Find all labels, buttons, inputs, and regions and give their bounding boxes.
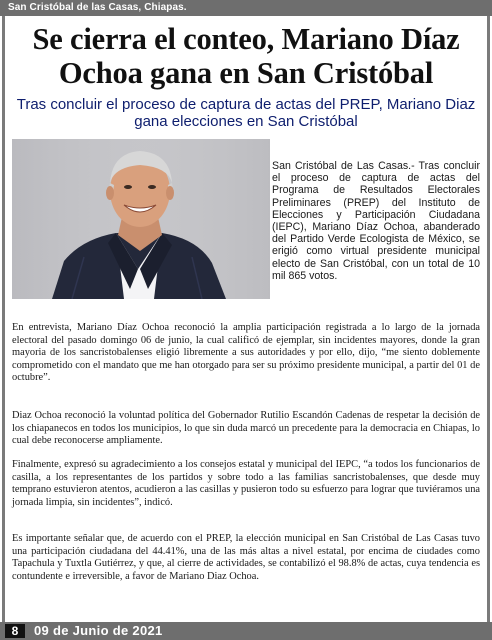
article-paragraph-4: Es importante señalar que, de acuerdo con el PREP, la elección municipal en San Cristóbal de Las Casas tuvo una participación ciudadana del 44.41%, una de las más altas a nivel estatal, por encima de ciudades como Tapachula y Tuxtla Gutiérrez, y que, al cierre de actividades, se contabilizó el 98.8% de actas, cuya tendencia es contundente e irreversible, a favor de Mariano Diaz Ochoa. — [12, 533, 480, 582]
article-paragraph-1: En entrevista, Mariano Díaz Ochoa reconoció la amplia participación registrada a lo largo de la jornada electoral del pasado domingo 06 de junio, la cual calificó de ejemplar, sin incidentes mayores, donde la gran mayoria de los sancristobalenses eligió libremente a sus autoridades y por ello, dijo, “me siento doblemente comprometido con el mandato que me han otorgado para ser su próximo presidente municipal, a partir del 01 de octubre”. — [12, 322, 480, 384]
page-number: 8 — [5, 624, 25, 638]
article-intro: San Cristóbal de Las Casas.- Tras concluir el proceso de captura de actas del Programa de Resultados Electorales Preliminares (PREP) del Instituto de Elecciones y Participación Ciudadana (IEPC), Mariano Díaz Ochoa, abanderado del Partido Verde Ecologista de México, se erigió como virtual presidente municipal electo de San Cristóbal, con un total de 10 mil 865 votos. — [272, 160, 480, 282]
candidate-photo — [12, 139, 270, 299]
article-subheadline: Tras concluir el proceso de captura de actas del PREP, Mariano Diaz gana elecciones en San Cristóbal — [16, 96, 476, 130]
footer-band — [0, 622, 492, 640]
left-border-rule — [2, 16, 5, 622]
article-paragraph-2: Diaz Ochoa reconoció la voluntad política del Gobernador Rutilio Escandón Cadenas de respetar la decisión de los chiapanecos en todos los municipios, lo que sin duda marcó un precedente para la democracia en Chiapas, lo cual debe reconocerse ampliamente. — [12, 410, 480, 447]
article-paragraph-3: Finalmente, expresó su agradecimiento a los consejos estatal y municipal del IEPC, “a todos los funcionarios de casilla, a los representantes de los partidos y sobre todo a las familias sancristobalenses, que desde muy temprano estuvieron atentos, acudieron a las casillas y pusieron todo su esfuerzo para lograr que tuviéramos una jornada limpia, sin incidentes”, indicó. — [12, 459, 480, 508]
section-label: San Cristóbal de las Casas, Chiapas. — [8, 2, 187, 13]
article-headline: Se cierra el conteo, Mariano Díaz Ochoa gana en San Cristóbal — [32, 22, 460, 90]
right-border-rule — [487, 16, 490, 622]
issue-date: 09 de Junio de 2021 — [34, 623, 163, 638]
candidate-portrait-illustration — [12, 139, 270, 299]
header-band — [0, 0, 492, 16]
